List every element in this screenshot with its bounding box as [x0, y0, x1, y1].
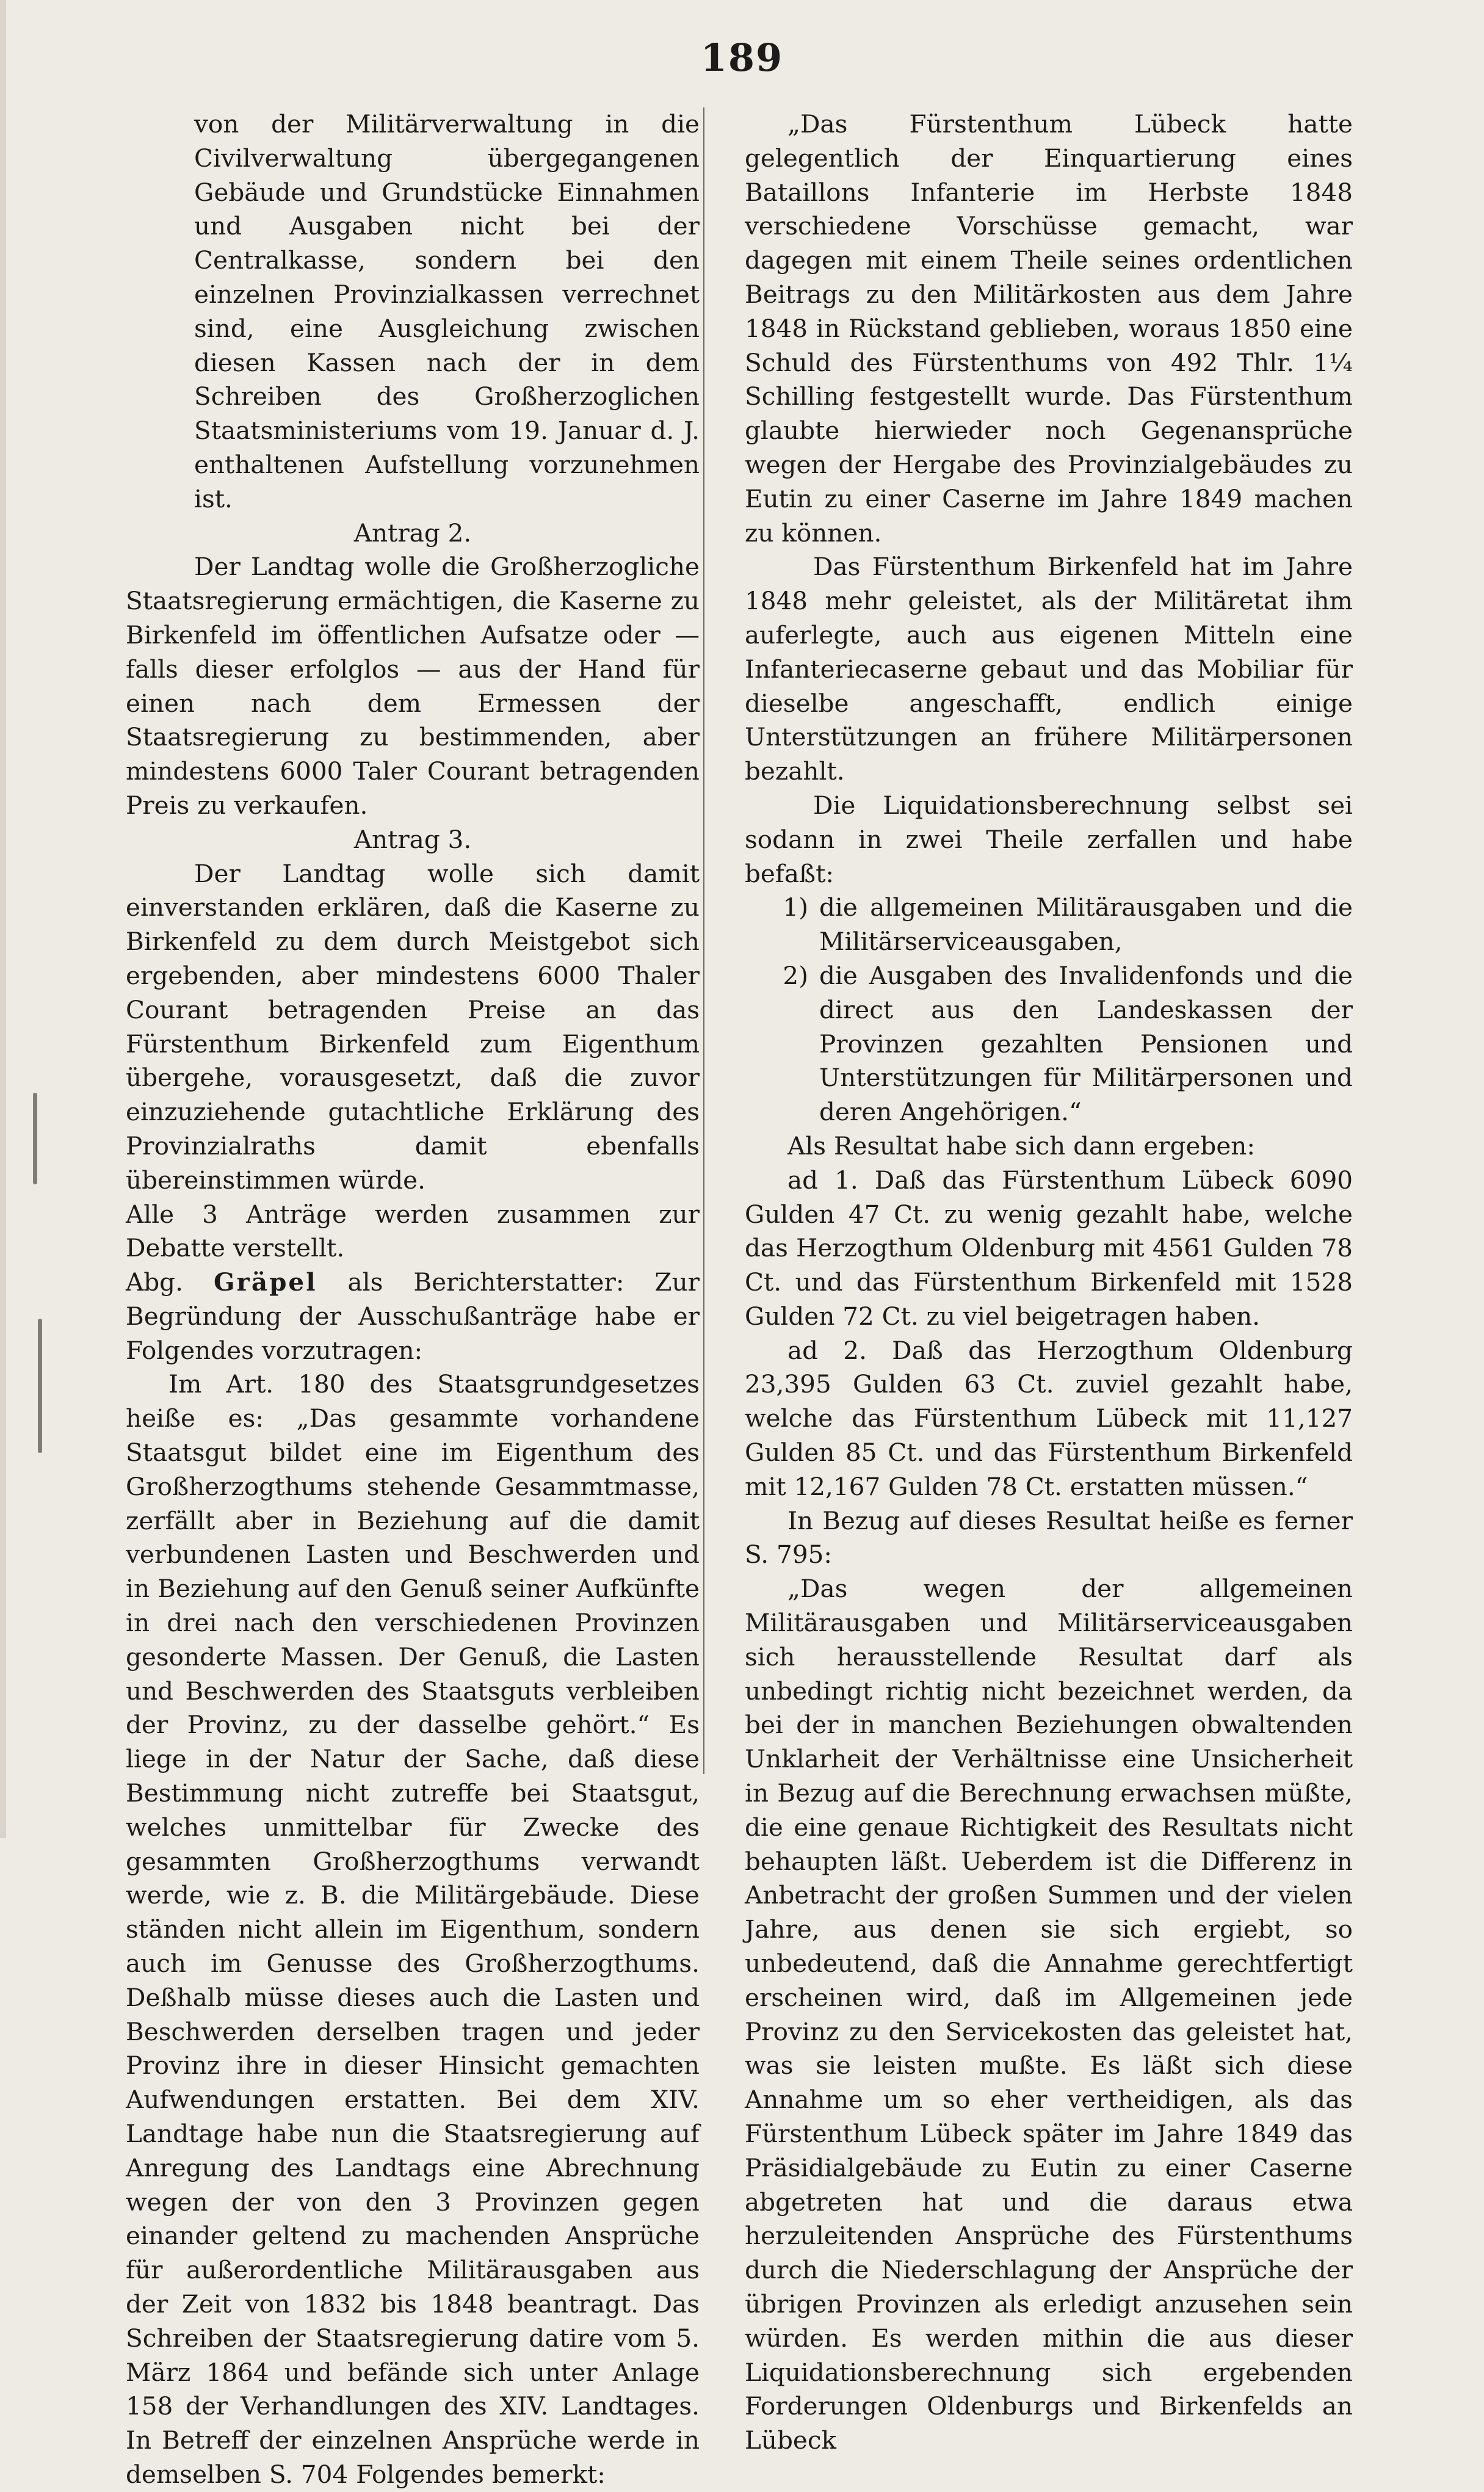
paragraph: Im Art. 180 des Staatsgrundgesetzes heiße es: „Das gesammte vorhandene Staatsgut bildet eine im Eigenthum des Großherzogthums stehende Gesammtmasse, zerfällt aber in Beziehung auf die damit verbundenen Lasten und Beschwerden und in Beziehung auf den Genuß seiner Aufkünfte in drei nach den verschiedenen Provinzen gesonderte Massen. Der Genuß, die Lasten und Beschwerden des Staatsguts verbleiben der Provinz, zu der dasselbe gehört.“ Es liege in der Natur der Sache, daß diese Bestimmung nicht zutreffe bei Staatsgut, welches unmittelbar für Zwecke des gesammten Großherzogthums verwandt werde, wie z. B. die Militärgebäude. Diese ständen nicht allein im Eigenthum, sondern auch im Genusse des Großherzogthums. Deßhalb müsse dieses auch die Lasten und Beschwerden derselben tragen und jeder Provinz ihre in dieser Hinsicht gemachten Aufwendungen erstatten. Bei dem XIV. Landtage habe nun die Staatsregierung auf Anregung des Landtags eine Abrechnung wegen der von den 3 Provinzen gegen einander geltend zu machenden Ansprüche für außerordentliche Militärausgaben aus der Zeit von 1832 bis 1848 beantragt. Das Schreiben der Staatsregierung datire vom 5. März 1864 und befände sich unter Anlage 158 der Verhandlungen des XIV. Landtages. In Betreff der einzelnen Ansprüche werde in demselben S. 704 Folgendes bemerkt:: [126, 1369, 700, 2489]
motion-heading: Antrag 2.: [353, 518, 472, 548]
paragraph: Der Landtag wolle die Großherzogliche Staatsregierung ermächtigen, die Kaserne zu Birkenfeld im öffentlichen Aufsatze oder — falls dieser erfolglos — aus der Hand für einen nach dem Ermessen der Staatsregierung zu bestimmenden, aber mindestens 6000 Taler Courant betragenden Preis zu verkaufen.: [126, 552, 700, 820]
pencil-mark: [38, 1319, 42, 1453]
left-column: [126, 107, 700, 2492]
paragraph: ad 2. Daß das Herzogthum Oldenburg 23,395 Gulden 63 Ct. zuviel gezahlt habe, welche das Fürstenthum Lübeck mit 11,127 Gulden 85 Ct. und das Fürstenthum Birkenfeld mit 12,167 Gulden 78 Ct. erstatten müssen.“: [745, 1335, 1353, 1501]
page-number: 189: [700, 35, 784, 80]
pencil-mark: [33, 1093, 37, 1184]
speaker-name: Gräpel: [213, 1267, 317, 1297]
list-number: 1): [783, 893, 808, 922]
list-item: [745, 959, 1353, 1129]
paragraph: Alle 3 Anträge werden zusammen zur Debatte verstellt.: [126, 1199, 700, 1263]
paragraph: „Das Fürstenthum Lübeck hatte gelegentlich der Einquartierung eines Bataillons Infanterie im Herbste 1848 verschiedene Vorschüsse gemacht, war dagegen mit einem Theile seines ordentlichen Beitrags zu den Militärkosten aus dem Jahre 1848 in Rückstand geblieben, woraus 1850 eine Schuld des Fürstenthums von 492 Thlr. 1¼ Schilling festgestellt wurde. Das Fürstenthum glaubte hierwieder noch Gegenansprüche wegen der Hergabe des Provinzialgebäudes zu Eutin zu einer Caserne im Jahre 1849 machen zu können.: [745, 109, 1353, 548]
right-column: [745, 107, 1353, 2458]
paragraph: In Bezug auf dieses Resultat heiße es ferner S. 795:: [745, 1505, 1353, 1570]
paragraph: von der Militärverwaltung in die Civilverwaltung übergegangenen Gebäude und Grundstücke Einnahmen und Ausgaben nicht bei der Centralkasse, sondern bei den einzelnen Provinzialkassen verrechnet sind, eine Ausgleichung zwischen diesen Kassen nach der in dem Schreiben des Großherzoglichen Staatsministeriums vom 19. Januar d. J. enthaltenen Aufstellung vorzunehmen ist.: [194, 109, 700, 513]
list-number: 2): [783, 960, 808, 990]
list-text: die Ausgaben des Invalidenfonds und die direct aus den Landeskassen der Provinzen gezahlten Pensionen und Unterstützungen für Militärpersonen und deren Angehörigen.“: [819, 960, 1353, 1127]
list-item: [745, 891, 1353, 959]
paragraph: Die Liquidationsberechnung selbst sei sodann in zwei Theile zerfallen und habe befaßt:: [745, 790, 1353, 888]
paragraph: „Das wegen der allgemeinen Militärausgaben und Militärserviceausgaben sich herausstellende Resultat darf als unbedingt richtig nicht bezeichnet werden, da bei der in manchen Beziehungen obwaltenden Unklarheit der Verhältnisse eine Unsicherheit in Bezug auf die Berechnung erwachsen müßte, die eine genaue Richtigkeit des Resultats nicht behaupten läßt. Ueberdem ist die Differenz in Anbetracht der großen Summen und der vielen Jahre, aus denen sie sich ergiebt, so unbedeutend, daß die Annahme gerechtfertigt erscheinen wird, daß im Allgemeinen jede Provinz zu den Servicekosten das geleistet hat, was sie leisten mußte. Es läßt sich diese Annahme um so eher vertheidigen, als das Fürstenthum Lübeck später im Jahre 1849 das Präsidialgebäude zu Eutin zu einer Caserne abgetreten hat und die daraus etwa herzuleitenden Ansprüche des Fürstenthums durch die Niederschlagung der Ansprüche der übrigen Provinzen als erledigt anzusehen sein würden. Es werden mithin die aus dieser Liquidationsberechnung sich ergebenden Forderungen Oldenburgs und Birkenfelds an Lübeck: [745, 1574, 1353, 2455]
paragraph: [126, 1266, 700, 1367]
paragraph: Als Resultat habe sich dann ergeben:: [787, 1131, 1256, 1161]
paragraph: Der Landtag wolle sich damit einverstanden erklären, daß die Kaserne zu Birkenfeld zu dem durch Meistgebot sich ergebenden, aber mindestens 6000 Thaler Courant betragenden Preise an das Fürstenthum Birkenfeld zum Eigenthum übergehe, vorausgesetzt, daß die zuvor einzuziehende gutachtliche Erklärung des Provinzialraths damit ebenfalls übereinstimmen würde.: [126, 858, 700, 1195]
motion-heading: Antrag 3.: [353, 824, 472, 854]
paragraph: Das Fürstenthum Birkenfeld hat im Jahre 1848 mehr geleistet, als der Militäretat ihm auferlegte, auch aus eigenen Mitteln eine Infanteriecaserne gebaut und das Mobiliar für dieselbe angeschafft, endlich einige Unterstützungen an frühere Militärpersonen bezahlt.: [745, 552, 1353, 786]
column-divider: [703, 107, 704, 1774]
paragraph: ad 1. Daß das Fürstenthum Lübeck 6090 Gulden 47 Ct. zu wenig gezahlt habe, welche das Herzogthum Oldenburg mit 4561 Gulden 78 Ct. und das Fürstenthum Birkenfeld mit 1528 Gulden 72 Ct. zu viel beigetragen haben.: [745, 1165, 1353, 1331]
page-edge: [0, 0, 6, 1838]
speaker-role: als Berichterstatter: Zur Begründung der Ausschußanträge habe er Folgendes vorzutragen:: [126, 1267, 700, 1365]
list-text: die allgemeinen Militärausgaben und die Militärserviceausgaben,: [819, 893, 1353, 957]
speaker-prefix: Abg.: [126, 1267, 183, 1297]
